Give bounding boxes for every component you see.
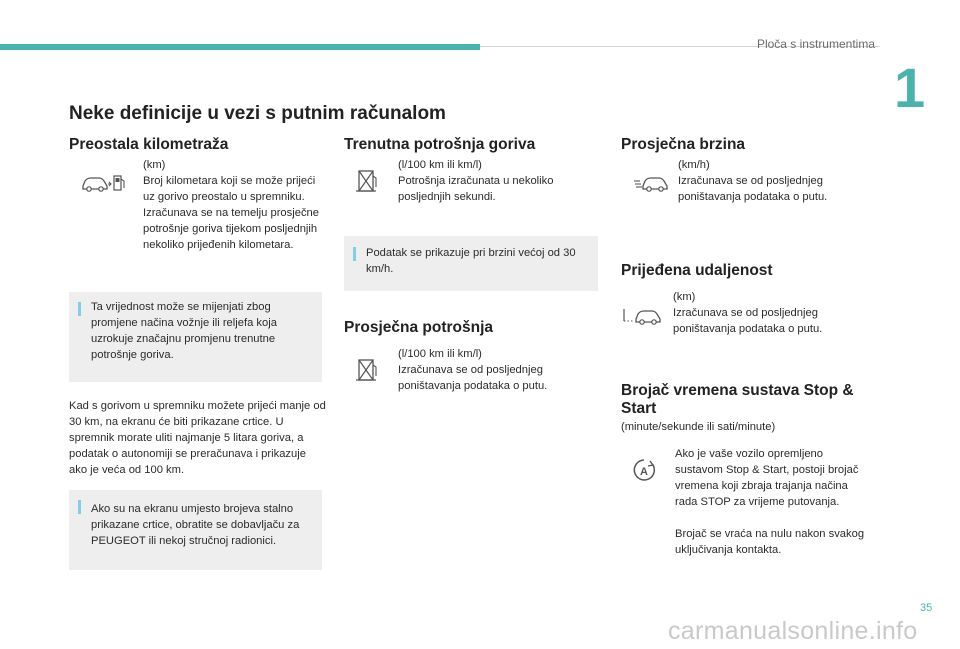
heading-remaining-range: Preostala kilometraža: [69, 136, 229, 153]
note-box-range: [69, 292, 322, 382]
note-marker: [353, 247, 356, 261]
heading-stop-start-timer: Brojač vremena sustava Stop & Start: [621, 382, 854, 417]
header-accent-bar: [0, 44, 480, 50]
distance-description: Izračunava se od posljednjeg poništavanja podataka o putu.: [673, 307, 823, 335]
stop-start-auto-icon: [631, 457, 657, 483]
section-title: Ploča s instrumentima: [756, 37, 875, 51]
stop-start-reset-description: Brojač se vraća na nulu nakon svakog uključivanja kontakta.: [675, 528, 865, 556]
watermark: carmanualsonline.info: [668, 617, 918, 645]
distance-car-icon: [622, 306, 664, 326]
heading-instant-consumption: Trenutna potrošnja goriva: [344, 136, 536, 153]
note-speed-threshold-text: Podatak se prikazuje pri brzini većoj od 30 km/h.: [366, 247, 576, 275]
page-title: Neke definicije u vezi s putnim računalom: [69, 103, 446, 124]
fuel-pump-crossed-icon: [355, 168, 379, 194]
range-paragraph: Kad s gorivom u spremniku možete prijeći manje od 30 km, na ekranu će biti prikazane crtice. U spremnik morate uliti najmanje 5 litara goriva, a podatak o autonomiji se preračunava i prikazuje ako je veća od 100 km.: [69, 400, 326, 476]
fuel-pump-crossed-icon: [355, 357, 379, 383]
distance-unit: (km): [673, 291, 696, 303]
range-car-fuel-icon: [80, 172, 126, 194]
note-box-speed-threshold: [344, 236, 598, 291]
note-dashes-text: Ako su na ekranu umjesto brojeva stalno prikazane crtice, obratite se dobavljaču za PEUGEOT ili nekoj stručnoj radionici.: [91, 503, 300, 547]
range-description: Broj kilometara koji se može prijeći uz gorivo preostalo u spremniku. Izračunava se na temelju prosječne potrošnje goriva tijekom posljednjih nekoliko prijeđenih kilometara.: [143, 175, 319, 251]
heading-average-consumption: Prosječna potrošnja: [344, 319, 494, 336]
note-range-text: Ta vrijednost može se mijenjati zbog promjene načina vožnje ili reljefa koja uzrokuje značajnu promjenu trenutne potrošnje goriva.: [91, 301, 277, 361]
stop-start-description: Ako je vaše vozilo opremljeno sustavom Stop & Start, postoji brojač vremena koji zbraja trajanja načina rada STOP za vrijeme putovanja.: [675, 448, 859, 508]
heading-average-speed: Prosječna brzina: [621, 136, 746, 153]
instant-consumption-unit: (l/100 km ili km/l): [398, 159, 482, 171]
note-marker: [78, 302, 81, 316]
svg-text:A: A: [640, 466, 648, 478]
range-unit: (km): [143, 159, 166, 171]
stop-start-unit: (minute/sekunde ili sati/minute): [621, 421, 776, 433]
average-consumption-unit: (l/100 km ili km/l): [398, 348, 482, 360]
instant-consumption-description: Potrošnja izračunata u nekoliko posljednjih sekundi.: [398, 175, 554, 203]
average-consumption-description: Izračunava se od posljednjeg poništavanja podataka o putu.: [398, 364, 548, 392]
average-speed-unit: (km/h): [678, 159, 710, 171]
average-speed-description: Izračunava se od posljednjeg poništavanja podataka o putu.: [678, 175, 828, 203]
note-box-dashes: [69, 490, 322, 570]
speed-car-icon: [634, 172, 670, 194]
note-marker: [78, 500, 81, 514]
heading-distance-travelled: Prijeđena udaljenost: [621, 262, 773, 279]
chapter-number: 1: [894, 56, 926, 119]
page-number: 35: [920, 602, 933, 614]
